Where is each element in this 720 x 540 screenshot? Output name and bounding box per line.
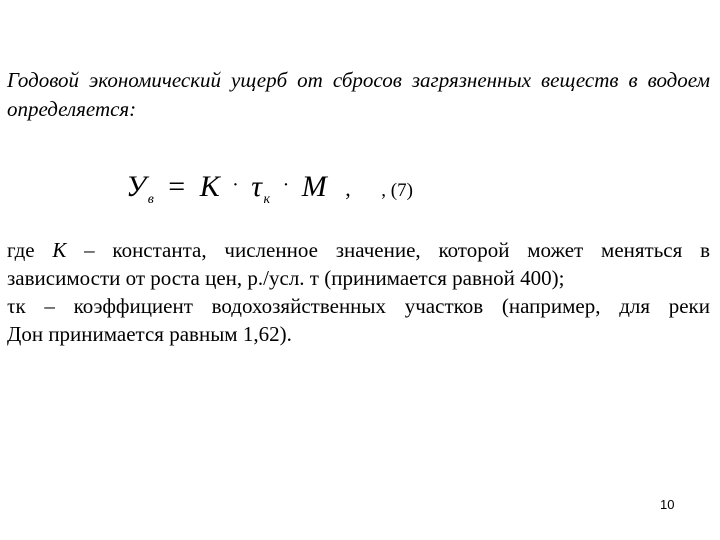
intro-paragraph: Годовой экономический ущерб от сбросов загрязненных веществ в водоем определяется: (7, 68, 710, 121)
definition-tau-text-1: – коэффициент водохозяйственных участков (например, для реки (25, 294, 710, 318)
definition-k-prefix: где (7, 238, 53, 262)
equation-number: , (7) (381, 180, 413, 201)
formula-dot-1: · (232, 174, 240, 196)
definition-tau-symbol: τк (7, 294, 26, 318)
formula-dot-2: · (282, 174, 290, 196)
formula-lhs: У (126, 170, 147, 203)
definition-k-symbol: К (52, 238, 67, 262)
definition-tau-line-2: Дон принимается равным 1,62). (7, 322, 292, 346)
definition-k-line-2: зависимости от роста цен, р./усл. т (принимается равной 400); (7, 266, 565, 290)
definition-k-text-1: – константа, численное значение, которой может меняться в (66, 238, 710, 262)
formula-tau: τ (251, 170, 263, 203)
definitions-block (7, 236, 710, 348)
formula-m: М (301, 170, 328, 203)
formula-equals: = (168, 170, 186, 203)
definition-tau-line-1 (7, 292, 710, 320)
formula-tau-subscript: к (263, 192, 271, 207)
formula-lhs-subscript: в (147, 192, 155, 207)
page-number: 10 (660, 497, 675, 512)
damage-formula (126, 170, 351, 208)
definition-k-line-1 (7, 236, 710, 264)
formula-7 (126, 170, 413, 210)
formula-comma: , (345, 176, 352, 201)
formula-k: К (199, 170, 221, 203)
